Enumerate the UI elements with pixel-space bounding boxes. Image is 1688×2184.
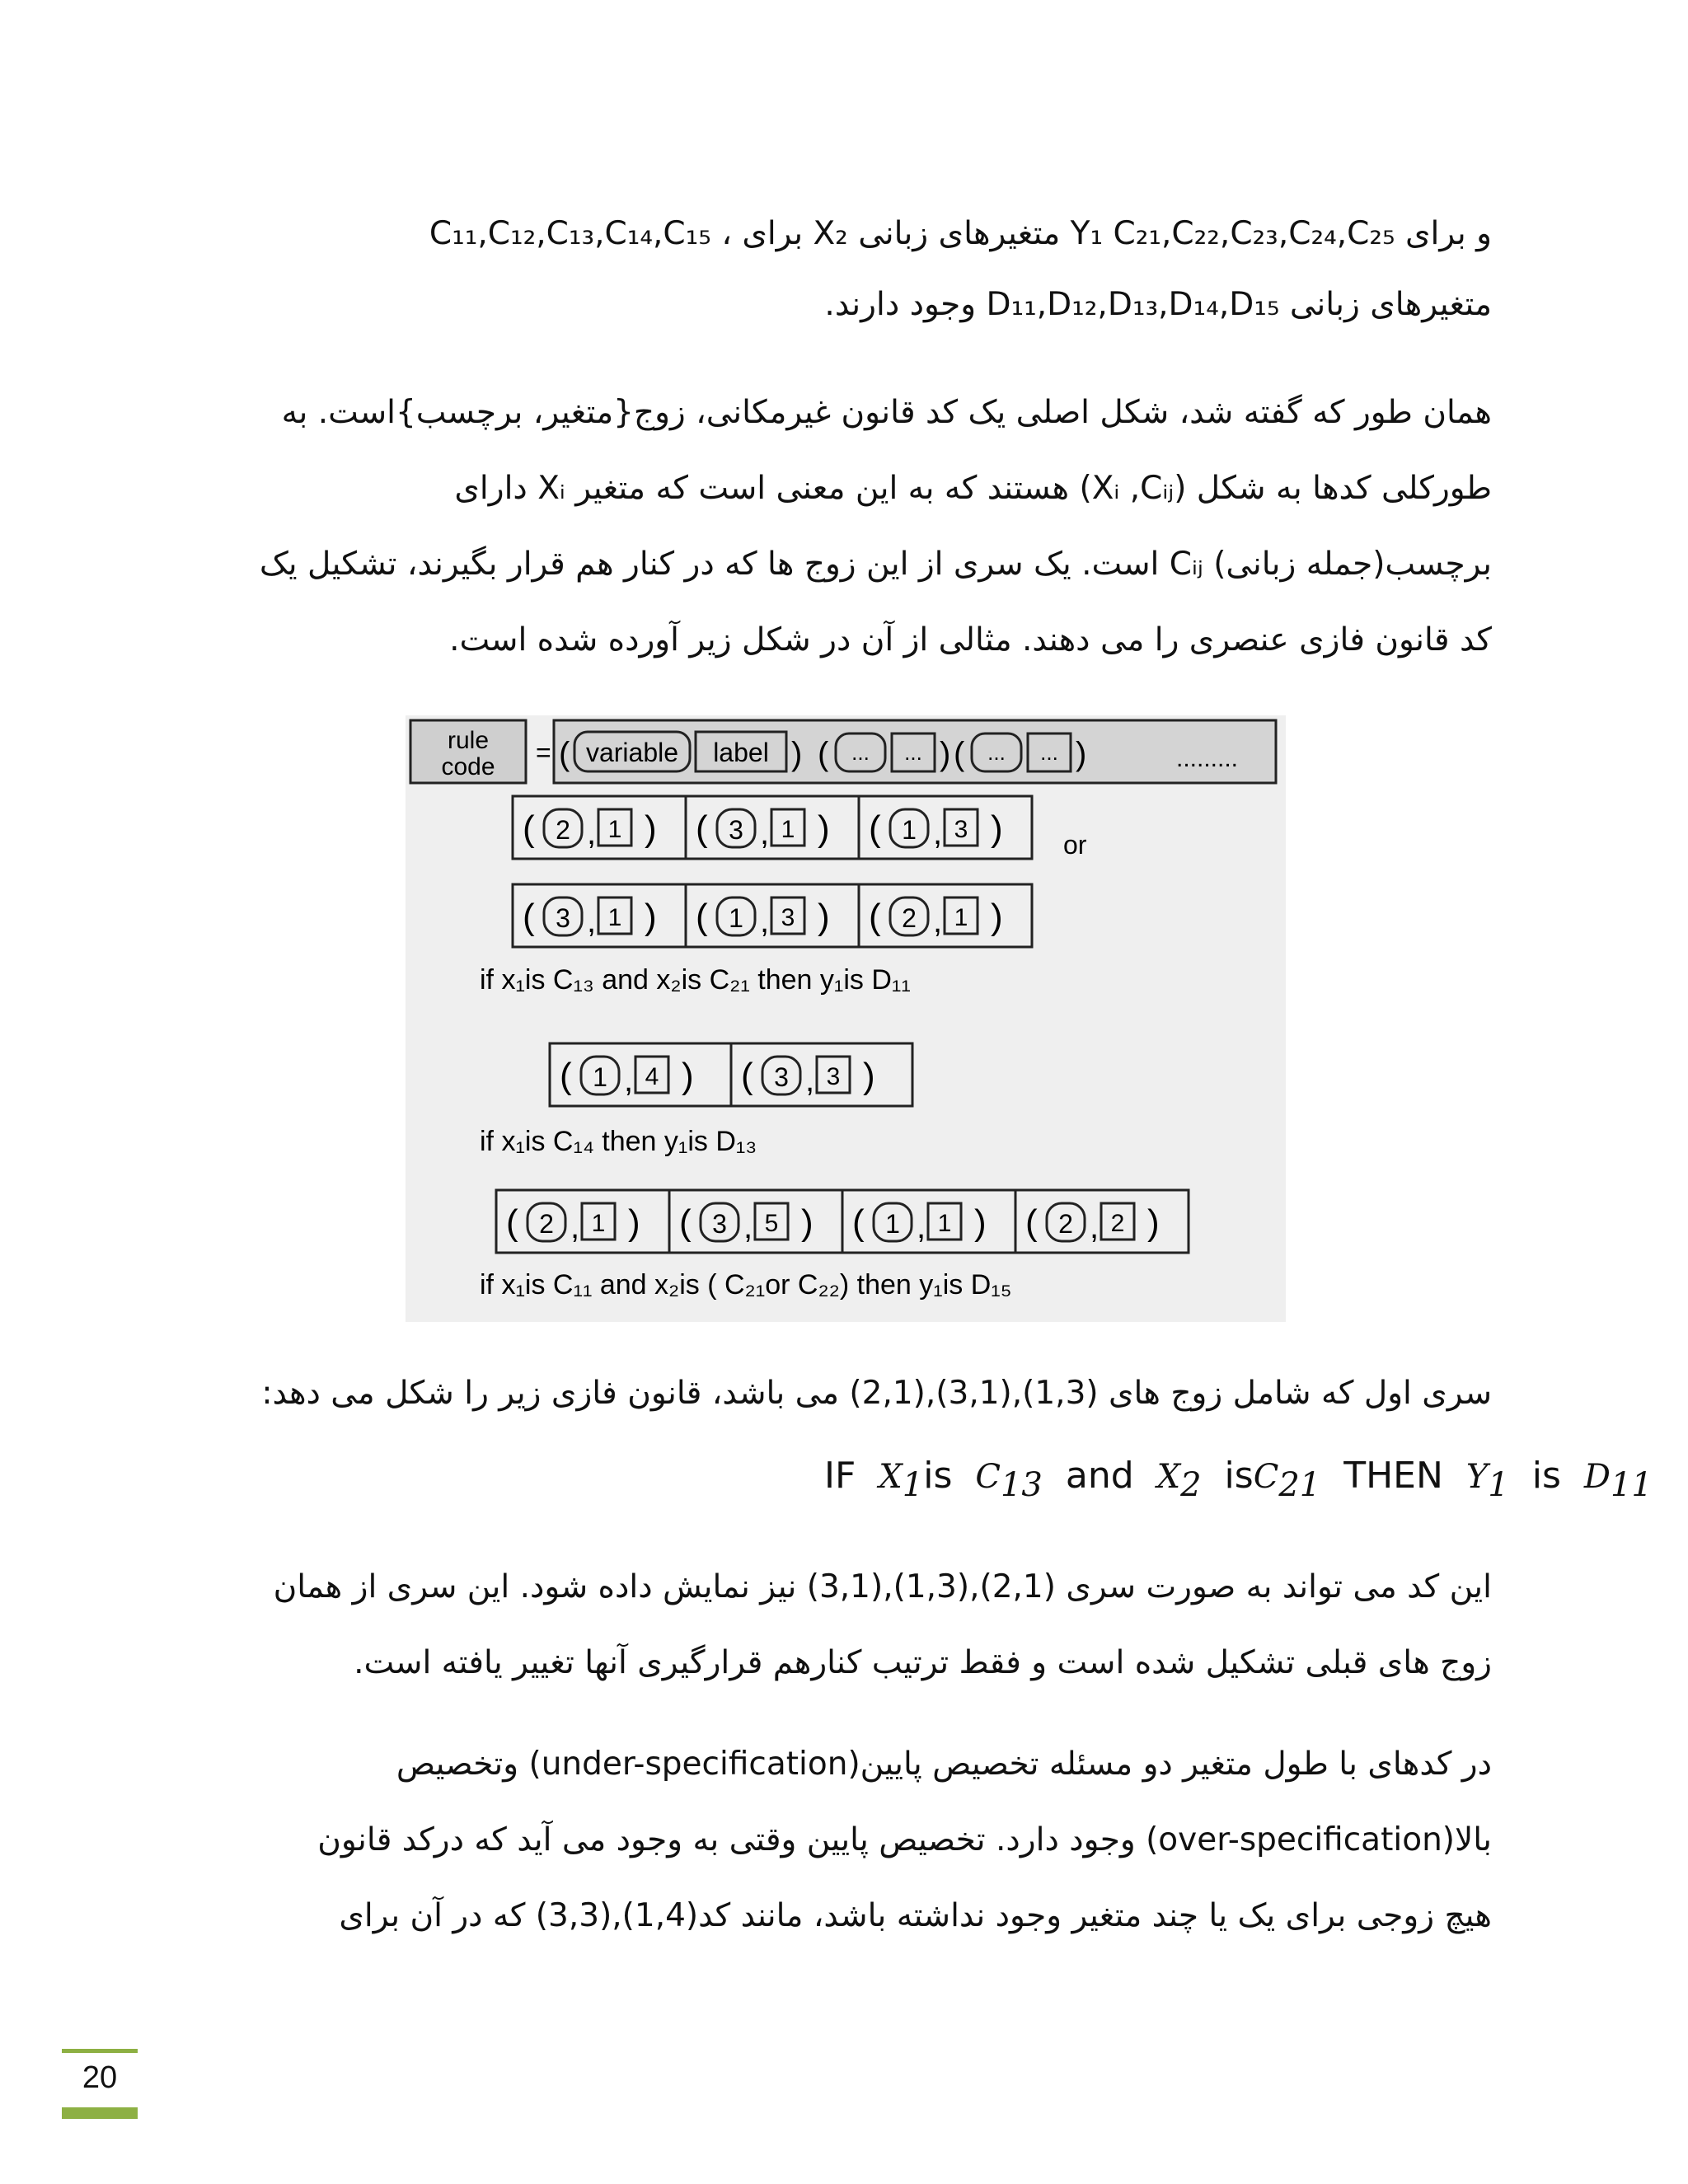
code-row-2-pair-2-close: ) bbox=[991, 897, 1003, 937]
p5-line-2: بالا(over-specification) وجود دارد. تخصیص پایین وقتی به وجود می آید که درکد قانون bbox=[317, 1821, 1492, 1858]
code-row-1-pair-0-close: ) bbox=[645, 808, 657, 849]
p2-line-2: طورکلی کدها به شکل (Xᵢ ,Cᵢⱼ) هستند که به این معنی است که متغیر Xᵢ دارای bbox=[454, 470, 1492, 507]
code-row-1-pair-0-variable: 2 bbox=[556, 815, 570, 845]
code-row-4-pair-3-close: ) bbox=[1147, 1202, 1160, 1243]
p1-line-2: متغیرهای زبانی D₁₁,D₁₂,D₁₃,D₁₄,D₁₅ وجود دارند. bbox=[824, 286, 1492, 323]
code-row-2-pair-2-open: ( bbox=[869, 897, 881, 937]
p2-line-4: کد قانون فازی عنصری را می دهند. مثالی از آن در شکل زیر آورده شده است. bbox=[449, 621, 1492, 658]
code-row-2-pair-1-comma: , bbox=[760, 903, 770, 940]
header-pair-3-open: ( bbox=[954, 736, 965, 772]
rule-code-label-line2: code bbox=[441, 753, 495, 780]
code-row-3-pair-0-label: 4 bbox=[645, 1063, 659, 1090]
figure-caption-3: if x₁is C₁₁ and x₂is ( C₂₁or C₂₂) then y₁is D₁₅ bbox=[480, 1269, 1012, 1301]
footer-rule-top bbox=[62, 2049, 138, 2053]
equals-sign: = bbox=[536, 738, 551, 767]
code-row-4-pair-2-open: ( bbox=[852, 1202, 865, 1243]
code-row-1-pair-2-variable: 1 bbox=[902, 815, 917, 845]
code-row-3-pair-0-variable: 1 bbox=[593, 1062, 607, 1092]
code-row-4-pair-3-label: 2 bbox=[1110, 1210, 1125, 1237]
paragraph-2 bbox=[223, 375, 1492, 678]
code-row-4-pair-2-close: ) bbox=[974, 1202, 987, 1243]
header-pair-2-label-ellipsis: ... bbox=[904, 740, 922, 765]
code-row-1-pair-1-label: 1 bbox=[781, 816, 795, 843]
p5-line-3: هیچ زوجی برای یک یا چند متغیر وجود نداشته باشد، مانند کد(1,4),(3,3) که در آن برای bbox=[339, 1897, 1492, 1934]
figure-caption-2: if x₁is C₁₄ then y₁is D₁₃ bbox=[480, 1126, 757, 1157]
rule-code-figure bbox=[406, 715, 1286, 1322]
formula-if: IF bbox=[824, 1455, 856, 1497]
code-row-3-pair-1-open: ( bbox=[741, 1056, 753, 1096]
code-row-1-pair-0-open: ( bbox=[523, 808, 535, 849]
code-row-4-pair-3-open: ( bbox=[1025, 1202, 1038, 1243]
code-row-4-pair-1-close: ) bbox=[801, 1202, 814, 1243]
header-pair-3-close: ) bbox=[1076, 736, 1087, 772]
header-pair-2-variable-ellipsis: ... bbox=[851, 740, 870, 765]
code-row-3-pair-0-comma: , bbox=[624, 1062, 634, 1099]
code-row-1-pair-0-label: 1 bbox=[607, 816, 622, 843]
rule-code-label-line1: rule bbox=[447, 727, 490, 754]
code-row-2-pair-0-comma: , bbox=[587, 903, 597, 940]
code-row-1-pair-2-label: 3 bbox=[954, 816, 968, 843]
paragraph-4 bbox=[223, 1549, 1492, 1701]
code-row-4-pair-0-comma: , bbox=[570, 1209, 580, 1245]
code-row-3-pair-0-close: ) bbox=[682, 1056, 694, 1096]
code-row-2-pair-1-close: ) bbox=[818, 897, 830, 937]
p2-line-1: همان طور که گفته شد، شکل اصلی یک کد قانون غیرمکانی، زوج{متغیر، برچسب}است. به bbox=[281, 394, 1492, 431]
code-row-3-pair-1-close: ) bbox=[863, 1056, 875, 1096]
code-row-1-pair-1-comma: , bbox=[760, 815, 770, 851]
p2-line-3: برچسب(جمله زبانی) Cᵢⱼ است. یک سری از این زوج ها که در کنار هم قرار بگیرند، تشکیل یک bbox=[259, 546, 1492, 583]
paragraph-1 bbox=[223, 196, 1492, 343]
code-row-4-pair-3-comma: , bbox=[1090, 1209, 1100, 1245]
code-row-4-pair-2-label: 1 bbox=[937, 1210, 952, 1237]
code-row-3-pair-1-comma: , bbox=[805, 1062, 815, 1099]
code-row-4-pair-1-open: ( bbox=[679, 1202, 692, 1243]
code-row-3-pair-1-variable: 3 bbox=[774, 1062, 789, 1092]
code-row-4-pair-2-comma: , bbox=[917, 1209, 926, 1245]
code-row-1-pair-1-variable: 3 bbox=[729, 815, 743, 845]
code-row-2-pair-2-comma: , bbox=[933, 903, 943, 940]
header-variable-label: variable bbox=[585, 738, 679, 767]
page-number: 20 bbox=[82, 2060, 118, 2095]
code-row-1-pair-2-close: ) bbox=[991, 808, 1003, 849]
figure-caption-1: if x₁is C₁₃ and x₂is C₂₁ then y₁is D₁₁ bbox=[480, 964, 911, 996]
header-label-text: label bbox=[713, 738, 769, 767]
code-row-4-pair-0-close: ) bbox=[628, 1202, 640, 1243]
code-row-2-pair-0-variable: 3 bbox=[556, 903, 570, 933]
code-row-4-pair-3-variable: 2 bbox=[1058, 1209, 1073, 1239]
header-close-paren: ) bbox=[791, 736, 803, 772]
code-row-4-pair-0-label: 1 bbox=[591, 1210, 606, 1237]
code-row-3-pair-0-open: ( bbox=[560, 1056, 572, 1096]
paragraph-3 bbox=[223, 1356, 1492, 1432]
p3-line-1: سری اول که شامل زوج های (1,3),(3,1),(2,1) می باشد، قانون فازی زیر را شکل می دهد: bbox=[261, 1375, 1492, 1412]
footer-rule-bottom bbox=[62, 2107, 138, 2119]
code-row-2-pair-1-open: ( bbox=[696, 897, 708, 937]
p4-line-1: این کد می تواند به صورت سری (2,1),(1,3),(3,1) نیز نمایش داده شود. این سری از همان bbox=[273, 1568, 1492, 1605]
paragraph-5 bbox=[223, 1727, 1492, 1954]
code-row-1-pair-1-close: ) bbox=[818, 808, 830, 849]
code-row-2-pair-0-label: 1 bbox=[607, 904, 622, 931]
header-tail-dots: ......... bbox=[1176, 745, 1239, 772]
code-row-4-pair-0-open: ( bbox=[506, 1202, 518, 1243]
code-row-3-pair-1-label: 3 bbox=[826, 1063, 841, 1090]
code-row-2-pair-1-variable: 1 bbox=[729, 903, 743, 933]
code-row-4-pair-1-variable: 3 bbox=[712, 1209, 727, 1239]
rule-code-diagram bbox=[406, 715, 1286, 1322]
code-row-4-pair-1-comma: , bbox=[743, 1209, 753, 1245]
code-row-1-pair-0-comma: , bbox=[587, 815, 597, 851]
header-pair-3-label-ellipsis: ... bbox=[1040, 740, 1058, 765]
code-row-1-pair-2-open: ( bbox=[869, 808, 881, 849]
p5-line-1: در کدهای با طول متغیر دو مسئله تخصیص پایین(under-specification) وتخصیص bbox=[396, 1746, 1492, 1783]
code-row-4-pair-0-variable: 2 bbox=[539, 1209, 554, 1239]
code-row-4-pair-2-variable: 1 bbox=[885, 1209, 900, 1239]
header-pair-2-close: ) bbox=[940, 736, 951, 772]
code-row-2-pair-1-label: 3 bbox=[781, 904, 795, 931]
code-row-4-pair-1-label: 5 bbox=[764, 1210, 779, 1237]
formula-x1: X bbox=[879, 1458, 903, 1496]
fuzzy-rule-formula: IF $X_1is$ $C_{13}$ and $X_2$ isC$_{21}$ THEN $Y_1$ is $D_{11}$ bbox=[824, 1455, 1653, 1504]
code-row-1-pair-2-comma: , bbox=[933, 815, 943, 851]
code-row-1-pair-1-open: ( bbox=[696, 808, 708, 849]
header-pair-2-open: ( bbox=[818, 736, 829, 772]
header-open-paren: ( bbox=[559, 736, 570, 772]
code-row-2-pair-0-open: ( bbox=[523, 897, 535, 937]
or-label: or bbox=[1063, 830, 1087, 860]
p1-line-1: و برای Y₁ C₂₁,C₂₂,C₂₃,C₂₄,C₂₅ متغیرهای زبانی X₂ برای ، C₁₁,C₁₂,C₁₃,C₁₄,C₁₅ bbox=[429, 215, 1492, 252]
code-row-2-pair-2-variable: 2 bbox=[902, 903, 917, 933]
header-pair-3-variable-ellipsis: ... bbox=[987, 740, 1006, 765]
code-row-2-pair-0-close: ) bbox=[645, 897, 657, 937]
code-row-2-pair-2-label: 1 bbox=[954, 904, 968, 931]
p4-line-2: زوج های قبلی تشکیل شده است و فقط ترتیب کنارهم قرارگیری آنها تغییر یافته است. bbox=[354, 1644, 1492, 1681]
